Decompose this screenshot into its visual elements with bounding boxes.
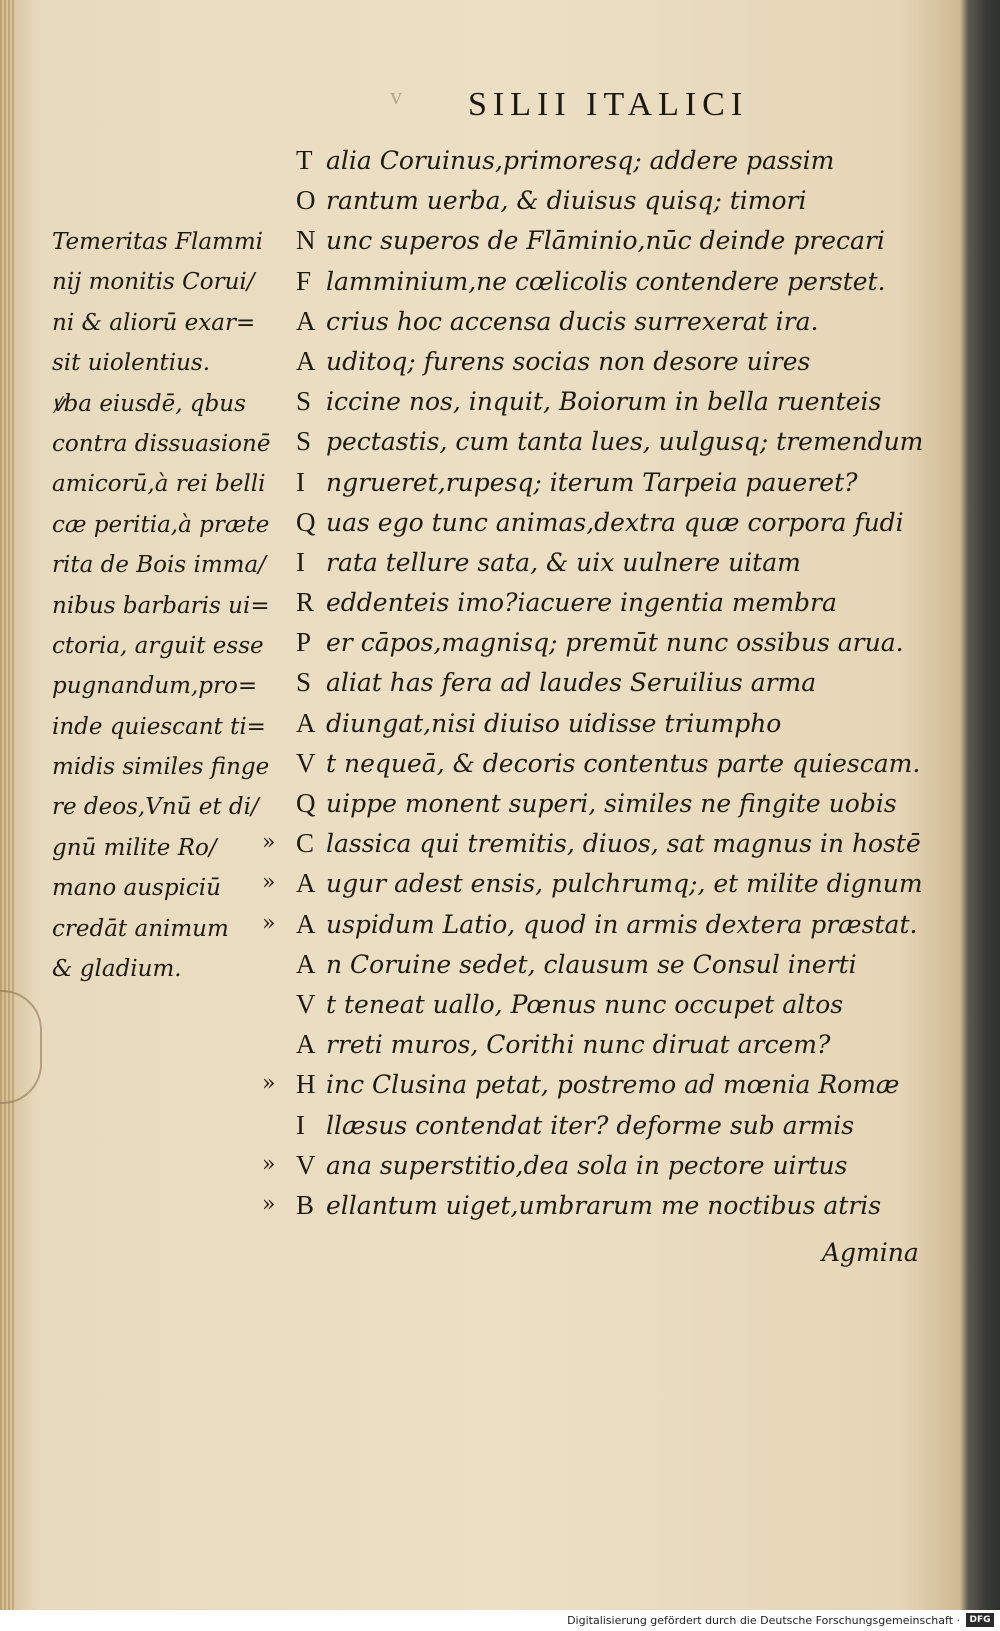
verse-text: uspidum Latio, quod in armis dextera præstat. xyxy=(326,909,918,939)
verse-line xyxy=(296,1105,946,1145)
gloss-line: ꝟba eiusdē, qbus xyxy=(52,390,246,417)
verse-text: ana superstitio,dea sola in pectore uirtus xyxy=(326,1150,848,1180)
verse-initial: S xyxy=(296,667,312,698)
verse-text: pectastis, cum tanta lues, uulgusq; tremendum xyxy=(326,427,924,457)
verse-line xyxy=(296,662,946,702)
verse-text: rata tellure sata, & uix uulnere uitam xyxy=(326,547,801,577)
verse-line xyxy=(262,904,946,944)
verse-text: t teneat uallo, Pœnus nunc occupet altos xyxy=(326,989,844,1019)
quote-mark: » xyxy=(262,870,276,896)
verse-line xyxy=(262,863,946,903)
gloss-line: credāt animum xyxy=(52,915,229,942)
verse-line xyxy=(296,462,946,502)
verse-line xyxy=(296,582,946,622)
header-bleed-through: v xyxy=(390,84,402,110)
verse-line xyxy=(296,783,946,823)
gloss-line: cæ peritia,à præte xyxy=(52,511,270,538)
verse-initial: Q xyxy=(296,506,316,537)
funding-credit: Digitalisierung gefördert durch die Deutsche Forschungsgemeinschaft · xyxy=(567,1614,960,1627)
verse-line xyxy=(262,823,946,863)
gloss-line: & gladium. xyxy=(52,956,182,983)
verse-line xyxy=(262,1185,946,1225)
verse-line xyxy=(296,140,946,180)
verse-text: diungat,nisi diuiso uidisse triumpho xyxy=(326,708,782,738)
verse-text: uditoq; furens socias non desore uires xyxy=(326,346,811,376)
verse-initial: A xyxy=(296,868,316,899)
binding-clasp xyxy=(0,990,42,1104)
verse-initial: A xyxy=(296,707,316,738)
verse-line xyxy=(296,542,946,582)
verse-text: llæsus contendat iter? deforme sub armis xyxy=(326,1110,855,1140)
verse-line xyxy=(296,180,946,220)
gloss-line: midis similes finge xyxy=(52,754,270,781)
verse-text: rreti muros, Corithi nunc diruat arcem? xyxy=(326,1030,831,1060)
verse-text: inc Clusina petat, postremo ad mœnia Romæ xyxy=(326,1070,900,1100)
page-edge xyxy=(0,0,14,1610)
verse-line xyxy=(296,743,946,783)
verse-initial: A xyxy=(296,345,316,376)
verse-initial: F xyxy=(296,265,312,296)
verse-line xyxy=(296,984,946,1024)
verse-initial: P xyxy=(296,627,312,658)
verse-initial: V xyxy=(296,988,316,1019)
gloss-line: mano auspiciū xyxy=(52,875,221,902)
gloss-line: nibus barbaris ui= xyxy=(52,592,270,619)
gloss-line: amicorū,à rei belli xyxy=(52,471,266,498)
gloss-line: ni & aliorū exar= xyxy=(52,309,256,336)
verse-text: n Coruine sedet, clausum se Consul inerti xyxy=(326,949,857,979)
verse-text: unc superos de Flāminio,nūc deinde precari xyxy=(326,226,885,256)
verse-initial: S xyxy=(296,426,312,457)
gloss-line: contra dissuasionē xyxy=(52,430,271,457)
verse-line xyxy=(296,944,946,984)
verse-text: ngrueret,rupesq; iterum Tarpeia paueret? xyxy=(326,467,858,497)
verse-text: crius hoc accensa ducis surrexerat ira. xyxy=(326,306,819,336)
verse-initial: V xyxy=(296,1149,316,1180)
verse-text: uippe monent superi, similes ne fingite uobis xyxy=(326,789,897,818)
verse-line xyxy=(296,261,946,301)
verse-initial: A xyxy=(296,1029,316,1060)
verse-text: er cāpos,magnisq; premūt nunc ossibus arua. xyxy=(326,628,904,658)
running-head: SILII ITALICI xyxy=(468,86,749,123)
verse-initial: V xyxy=(296,747,316,778)
verse-initial: I xyxy=(296,466,305,497)
gloss-line: rita de Bois imma/ xyxy=(52,552,266,579)
verse-initial: N xyxy=(296,225,316,256)
verse-line xyxy=(262,1064,946,1104)
catchword: Agmina xyxy=(822,1238,919,1267)
verse-text: ugur adest ensis, pulchrumq;, et milite dignum xyxy=(326,869,923,899)
verse-initial: R xyxy=(296,587,315,618)
verse-line xyxy=(296,1024,946,1064)
gloss-line: sit uiolentius. xyxy=(52,350,211,377)
verse-initial: B xyxy=(296,1189,315,1220)
quote-mark: » xyxy=(262,1151,276,1177)
verse-initial: Q xyxy=(296,788,316,818)
gloss-line: gnū milite Ro/ xyxy=(52,834,217,861)
verse-text: alia Coruinus,primoresq; addere passim xyxy=(326,146,835,175)
verse-line xyxy=(296,703,946,743)
marginal-gloss xyxy=(52,222,292,989)
verse-line xyxy=(296,622,946,662)
quote-mark: » xyxy=(262,910,276,936)
verse-text: ellantum uiget,umbrarum me noctibus atris xyxy=(326,1190,882,1220)
verse-line xyxy=(296,502,946,542)
quote-mark: » xyxy=(262,1071,276,1097)
verse-text: eddenteis imo?iacuere ingentia membra xyxy=(326,588,837,618)
verse-line xyxy=(296,341,946,381)
dfg-logo: DFG xyxy=(966,1613,994,1627)
verse-initial: H xyxy=(296,1069,316,1100)
verse-initial: S xyxy=(296,386,312,417)
verse-line xyxy=(296,220,946,260)
verse-initial: C xyxy=(296,828,315,859)
gloss-line: nij monitis Corui/ xyxy=(52,269,255,296)
verse-initial: A xyxy=(296,908,316,939)
quote-mark: » xyxy=(262,830,276,856)
verse-text: lassica qui tremitis, diuos, sat magnus in hostē xyxy=(326,829,921,859)
verse-line xyxy=(262,1145,946,1185)
verse-initial: T xyxy=(296,145,313,175)
verse-text: uas ego tunc animas,dextra quæ corpora fudi xyxy=(326,507,904,537)
verse-text: lamminium,ne cœlicolis contendere perstet. xyxy=(326,266,886,296)
footer-bar xyxy=(0,1610,1000,1631)
verse-line xyxy=(296,421,946,461)
verse-initial: A xyxy=(296,305,316,336)
gloss-line: re deos,Vnū et di/ xyxy=(52,794,259,821)
gloss-line: inde quiescant ti= xyxy=(52,713,266,740)
verse-block xyxy=(262,140,946,1225)
verse-line xyxy=(296,381,946,421)
verse-text: iccine nos, inquit, Boiorum in bella ruenteis xyxy=(326,387,882,417)
verse-text: rantum uerba, & diuisus quisq; timori xyxy=(326,186,807,216)
verse-text: aliat has fera ad laudes Seruilius arma xyxy=(326,668,817,698)
verse-initial: A xyxy=(296,948,316,979)
verse-line xyxy=(296,301,946,341)
verse-initial: I xyxy=(296,1109,305,1140)
verse-text: t nequeā, & decoris contentus parte quiescam. xyxy=(326,748,921,778)
quote-mark: » xyxy=(262,1191,276,1217)
gloss-line: pugnandum,pro= xyxy=(52,673,258,700)
verse-initial: I xyxy=(296,546,305,577)
gloss-line: ctoria, arguit esse xyxy=(52,632,264,659)
verse-initial: O xyxy=(296,185,316,216)
gloss-line: Temeritas Flammi xyxy=(52,229,264,255)
